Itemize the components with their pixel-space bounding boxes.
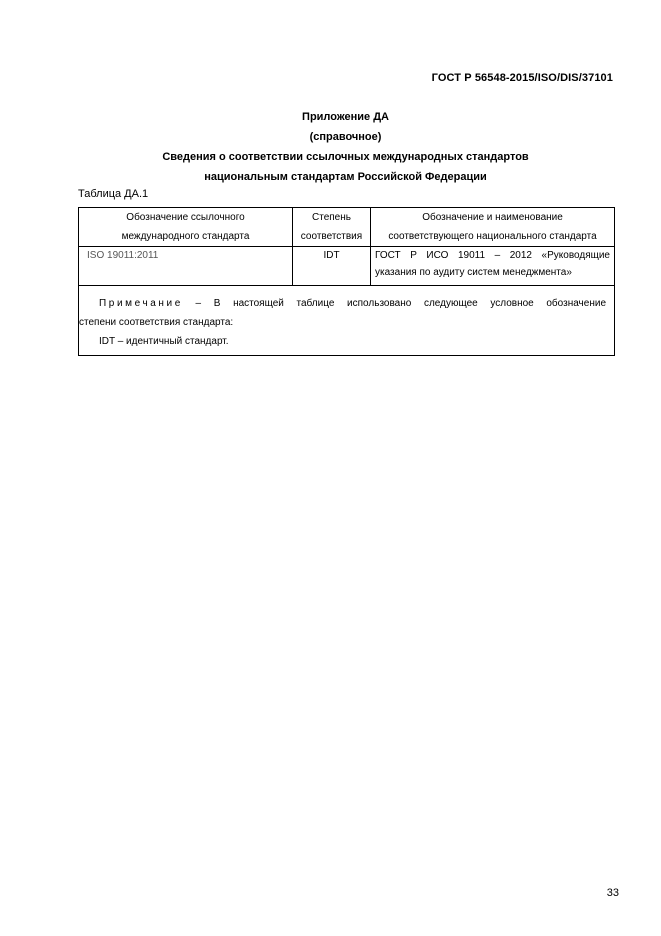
header-degree-line1: Степень (312, 212, 351, 223)
table-note (79, 286, 615, 356)
cell-degree: IDT (293, 247, 371, 286)
table-row (79, 247, 615, 286)
appendix-title: Приложение ДА (302, 111, 389, 123)
cell-national-standard: ГОСТ Р ИСО 19011 – 2012 «Руководящие указания по аудиту систем менеджмента» (371, 247, 615, 286)
page-number: 33 (606, 887, 619, 899)
note-label: Примечание (99, 298, 183, 309)
note-line2: степени соответствия стандарта: (79, 317, 234, 328)
table-note-row (79, 286, 615, 356)
note-line1-text: – В настоящей таблице использовано следующее условное обозначение (182, 298, 606, 309)
appendix-heading-line1: Сведения о соответствии ссылочных международных стандартов (162, 151, 529, 163)
header-degree (293, 208, 371, 247)
note-line1 (79, 294, 606, 313)
table-header-row (79, 208, 615, 247)
header-national-line1: Обозначение и наименование (422, 212, 563, 223)
cell-reference-standard: ISO 19011:2011 (79, 247, 293, 286)
header-national-line2: соответствующего национального стандарта (388, 231, 597, 242)
header-degree-line2: соответствия (300, 231, 363, 242)
header-reference-line2: международного стандарта (121, 231, 250, 242)
header-national-standard (371, 208, 615, 247)
document-code: ГОСТ Р 56548-2015/ISO/DIS/37101 (431, 72, 613, 84)
header-reference-line1: Обозначение ссылочного (126, 212, 245, 223)
appendix-subtitle: (справочное) (309, 131, 382, 143)
correspondence-table (78, 207, 615, 356)
table-caption: Таблица ДА.1 (78, 188, 149, 200)
appendix-heading-line2: национальным стандартам Российской Федерации (204, 171, 487, 183)
note-line3: IDT – идентичный стандарт. (99, 336, 229, 347)
header-reference-standard (79, 208, 293, 247)
